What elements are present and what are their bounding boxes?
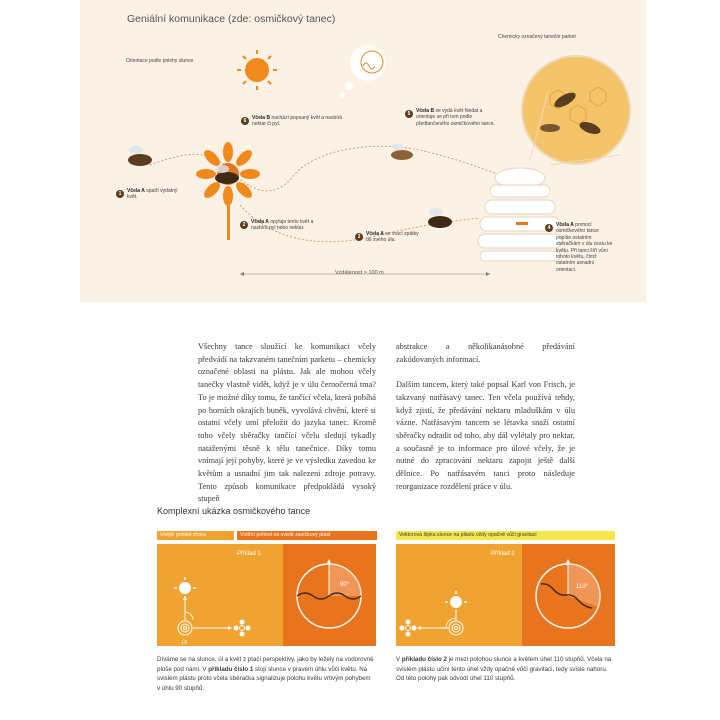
beehive-icon <box>478 168 562 261</box>
angle-label: 90° <box>340 582 350 588</box>
step-number: 3 <box>355 233 363 241</box>
body-text-left: Všechny tance sloužící ke komunikaci včely předvádí na takzvaném tanečním parketu – chemicky označené oblasti na plástu. Jak ale mohou včely tanečky vlastně vidět, když je v úlu černočerná tma? To je možné díky tomu, že tančící včela, která pobíhá po horních okrajích buněk, vyvolává chvění, které si ostatní včely umí přeložit do jazyka tanec. Kromě toho včely sběračky tančící včelu sledují tykadly nataženými těsně k tělu tanečnice. Díky tomu vnímají její pohyby, které je ve výsledku zavedou ke květům a usnadní jim tak nalezení zdroje potravy. Tento způsob komunikace předpokládá vysoký stupeň <box>198 342 376 504</box>
banner-inner-view: Vnitřní pohled na svislé zavíčkový plást <box>237 531 377 540</box>
distance-label: Vzdálenost > 100 m <box>335 270 384 276</box>
infographic-title: Geniální komunikace (zde: osmičkový tanec) <box>127 13 336 25</box>
step-number: 4 <box>545 224 553 232</box>
example-1-caption: Díváme se na slunce, úl a květ z ptačí perspektivy, jako by ležely na vodorovné ploše pod námi. V příkladu číslo 1 stojí slunce v pravém úhlu vůči květu. Na svislém plástu proto včela sběračka signalizuje polohu květu vrtivým pohybem v úhlu 90 stupňů. <box>157 656 374 692</box>
bee-icon <box>428 208 452 228</box>
example-1-diagram <box>157 544 376 646</box>
bee-icon <box>128 146 152 166</box>
sun-icon <box>237 50 277 90</box>
example-2-diagram <box>396 544 615 646</box>
thought-bubble <box>340 45 387 98</box>
bee-icon <box>391 144 413 161</box>
dance-floor-honeycomb <box>522 56 630 164</box>
sun-orientation-label: Orientace podle polohy slunce <box>126 58 194 64</box>
step-number: 1 <box>116 190 124 198</box>
body-text-right: abstrakce a několikanásobné předávání zakódovaných informací. Dalším tancem, který také popsal Karl von Frisch, je takzvaný natřásavý tanec. Ten včela používá tehdy, když zjistí, že předávání nektaru mladuškám v úlu vázne. Natřásavým tancem se létavka snaží ostatní sběračky odradit od toho, aby dál vylétaly pro nektar, a současně je to informace pro úlové včely, že je nutné do zpracování nektaru zapojit ještě další dělnice. Po natřásavém tanci proto následuje reorganizace rozdělení práce v úlu. <box>396 342 575 491</box>
step-number: 5 <box>405 110 413 118</box>
section-title: Komplexní ukázka osmičkového tance <box>157 506 311 516</box>
example-1-label: Příklad 1 <box>237 551 261 557</box>
banner-vector-rule: Vektorová šipka slunce na plástu vždy opačně vůči gravitaci <box>396 531 615 540</box>
step-4-text: Včela A pomocí osmičkového tance popíše ostatním sběračkám v úlu cestu ke květu. Při tanci šíří vůni tohoto květu, čímž ostatním usnadní orientaci. <box>556 222 613 273</box>
banner-outer-view: Vnější pohled zhora <box>157 531 234 540</box>
hive-label: Úl <box>182 640 187 646</box>
step-2-text: Včela A opyluje tento květ a nasbírá pyl nebo nektar. <box>251 219 314 232</box>
step-number: 6 <box>241 117 249 125</box>
example-2-label: Příklad 2 <box>491 551 515 557</box>
example-2-caption: V příkladu číslo 2 je mezi polohou slunce a květem úhel 110 stupňů. Včela na svislém plástu učiní tento úhel vždy opačně vůči gravitaci, tedy svisle nahoru. Od této polohy pak odvodí úhel 110 stupňů. <box>396 656 612 682</box>
dance-floor-label: Chemicky označený taneční parket <box>498 34 576 40</box>
step-number: 2 <box>240 221 248 229</box>
step-1-text: Včela A spatří vydatný květ. <box>127 188 178 201</box>
step-6-text: Včela B nachází popsaný květ a nasbírá nektar či pyl. <box>252 115 343 128</box>
angle-label: 110° <box>576 584 588 590</box>
step-3-text: Včela A se vrací zpátky do svého úlu. <box>366 231 419 244</box>
step-5-text: Včela B se vydá květ hledat a orientuje se při tom podle předtančeného osmičkového tance. <box>416 108 495 127</box>
